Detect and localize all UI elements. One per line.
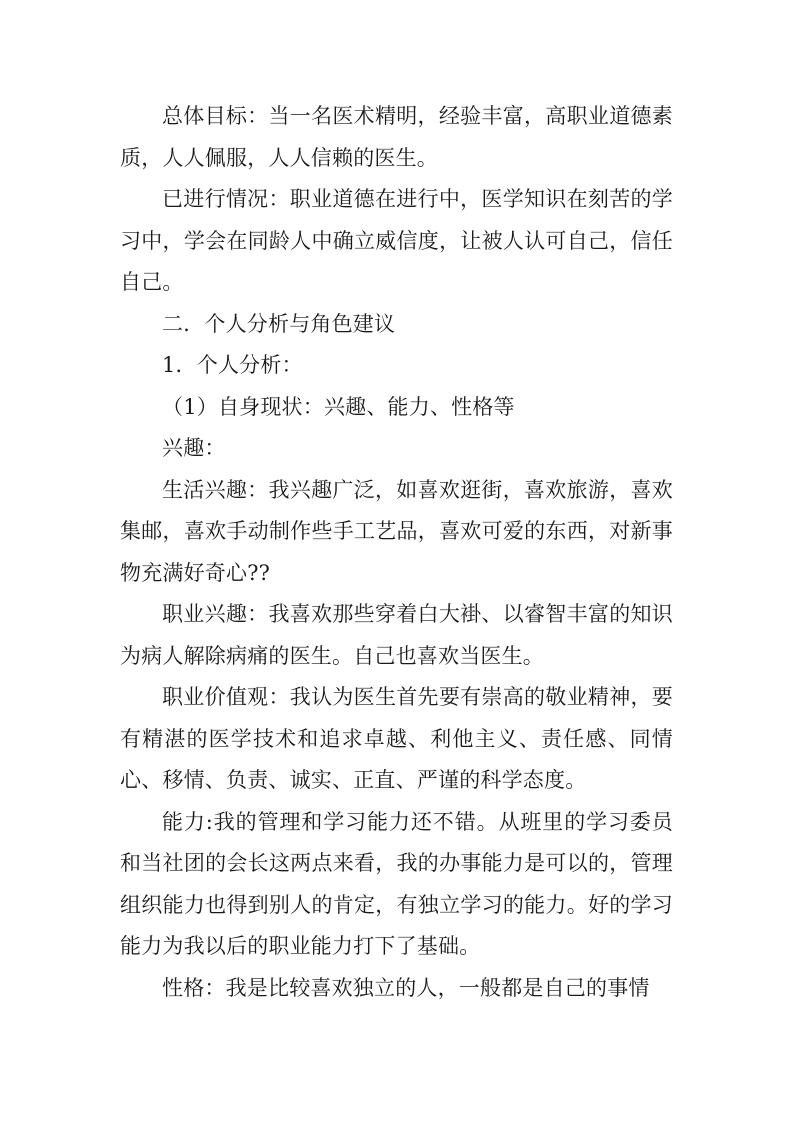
document-page (120, 96, 673, 1009)
sub-subsection-heading: （1）自身现状：兴趣、能力、性格等 (162, 394, 515, 419)
subsection-heading: 1．个人分析： (162, 353, 303, 377)
career-values-paragraph: 职业价值观：我认为医生首先要有崇高的敬业精神，要有精湛的医学技术和追求卓越、利他主义、责任感、同情心、移情、负责、诚实、正直、严谨的科学态度。 (120, 685, 673, 792)
overall-goal-paragraph: 总体目标：当一名医术精明，经验丰富，高职业道德素质，人人佩服，人人信赖的医生。 (120, 104, 673, 170)
section-heading: 二．个人分析与角色建议 (162, 311, 396, 336)
career-interest-paragraph: 职业兴趣：我喜欢那些穿着白大褂、以睿智丰富的知识为病人解除病痛的医生。自己也喜欢当医生。 (120, 602, 673, 668)
progress-paragraph: 已进行情况：职业道德在进行中，医学知识在刻苦的学习中，学会在同龄人中确立威信度，让被人认可自己，信任自己。 (120, 187, 673, 294)
personality-paragraph: 性格：我是比较喜欢独立的人，一般都是自己的事情 (162, 975, 650, 1000)
ability-paragraph: 能力:我的管理和学习能力还不错。从班里的学习委员和当社团的会长这两点来看，我的办事能力是可以的，管理组织能力也得到别人的肯定，有独立学习的能力。好的学习能力为我以后的职业能力打下了基础。 (120, 809, 673, 958)
life-interest-paragraph: 生活兴趣：我兴趣广泛，如喜欢逛街，喜欢旅游，喜欢集邮，喜欢手动制作些手工艺品，喜欢可爱的东西，对新事物充满好奇心?? (120, 477, 673, 585)
interest-label: 兴趣： (162, 436, 226, 460)
